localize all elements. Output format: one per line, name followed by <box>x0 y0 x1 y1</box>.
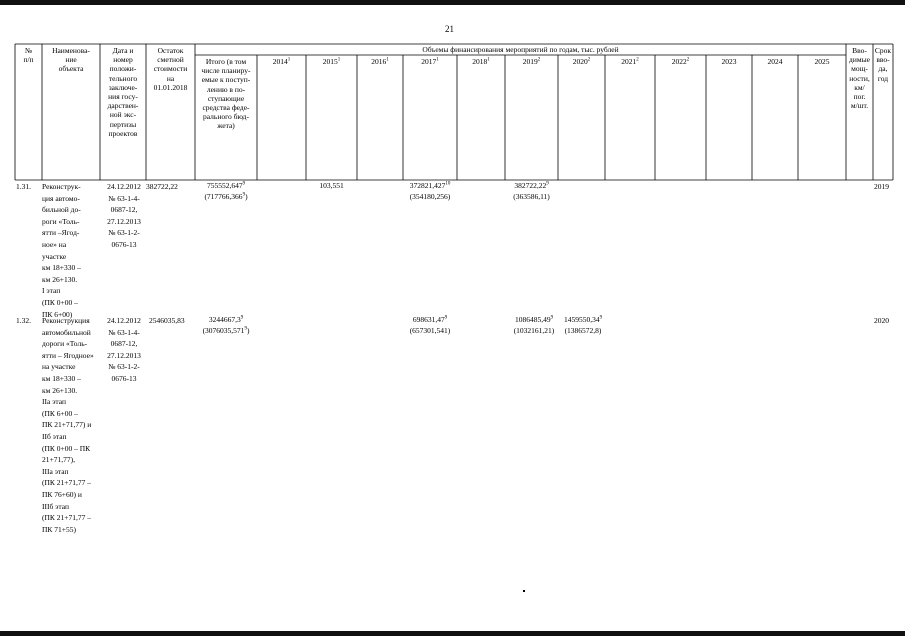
header-year: 2022$^2$ <box>671 57 690 66</box>
row-2019: 382722,22$^9$ (363586,11) <box>513 181 550 201</box>
header-year: 2014$^1$ <box>272 57 291 66</box>
row-2017: 372821,427$^{10}$ (354180,256) <box>409 181 451 201</box>
header-total: Итого (в том числе планиру- емые к поступ- лению в по- ступающие средства феде- рального бюд- жета) <box>201 57 251 131</box>
header-deadline: Срок вво- да, год <box>874 46 892 83</box>
header-funding-group: Объемы финансирования мероприятий по годам, тыс. рублей <box>422 45 619 54</box>
header-year: 2025 <box>814 57 830 66</box>
header-year: 2018$^1$ <box>472 57 490 66</box>
row-deadline: 2020 <box>874 316 889 325</box>
header-expertise: Дата и номер положи- тельного заключе- ния госу- дарствен- ной экс- пертизы проектов <box>107 46 139 138</box>
header-year: 2023 <box>721 57 737 66</box>
row-2020: 1459550,34$^9$ (1386572,8) <box>563 315 603 335</box>
header-year: 2019$^2$ <box>522 57 541 66</box>
header-year: 2015$^1$ <box>322 57 341 66</box>
header-year: 2021$^2$ <box>621 57 639 66</box>
row-2015: 103,551 <box>319 181 344 190</box>
row-deadline: 2019 <box>874 182 889 191</box>
row-balance: 382722,22 <box>146 182 178 191</box>
row-expertise: 24.12.2012 № 63-1-4- 0687-12, 27.12.2013 № 63-1-2- 0676-13 <box>107 316 141 383</box>
row-2019: 1086485,49$^9$ (1032161,21) <box>513 315 555 335</box>
row-num: 1.31. <box>16 182 31 191</box>
page-number: 21 <box>445 24 454 34</box>
header-num: № п/п <box>23 46 34 65</box>
header-capacity: Вво- димые мощ- ности, км/ пог. м/шт. <box>849 46 870 111</box>
row-name: Реконструкция автомобильной дороги «Толь- ятти – Ягодное» на участке км 18+330 – км 26+130. IIа этап (ПК 6+00 – ПК 21+71,77) и IIб этап (ПК 0+00 – ПК 21+71,77), IIIа этап (ПК 21+71,77 – ПК 76+60) и IIIб этап (ПК 21+71,77 – ПК 71+55) <box>42 316 94 534</box>
row-2017: 698631,47$^9$ (657301,541) <box>409 315 451 335</box>
row-num: 1.32. <box>16 316 31 325</box>
row-expertise: 24.12.2012 № 63-1-4- 0687-12, 27.12.2013 № 63-1-2- 0676-13 <box>107 182 141 249</box>
header-year: 2020$^2$ <box>572 57 591 66</box>
header-year: 2024 <box>767 57 783 66</box>
header-name: Наименова- ние объекта <box>52 46 90 74</box>
stray-dot <box>523 590 525 592</box>
header-balance: Остаток сметной стоимости на 01.01.2018 <box>153 46 188 92</box>
header-year: 2017$^1$ <box>421 57 439 66</box>
row-name: Реконструк- ция автомо- бильной до- роги «Толь- ятти –Ягод- ное» на участке км 18+330 – км 26+130. I этап (ПК 0+00 – ПК 6+00) <box>42 182 81 319</box>
row-total: 3244667,3$^9$ (3076035,571$^9$) <box>202 315 250 335</box>
header-year: 2016$^1$ <box>371 57 389 66</box>
bottom-border <box>0 631 905 636</box>
row-total: 755552,647$^9$ (717766,366$^9$) <box>204 181 248 201</box>
row-balance: 2546035,83 <box>149 316 185 325</box>
